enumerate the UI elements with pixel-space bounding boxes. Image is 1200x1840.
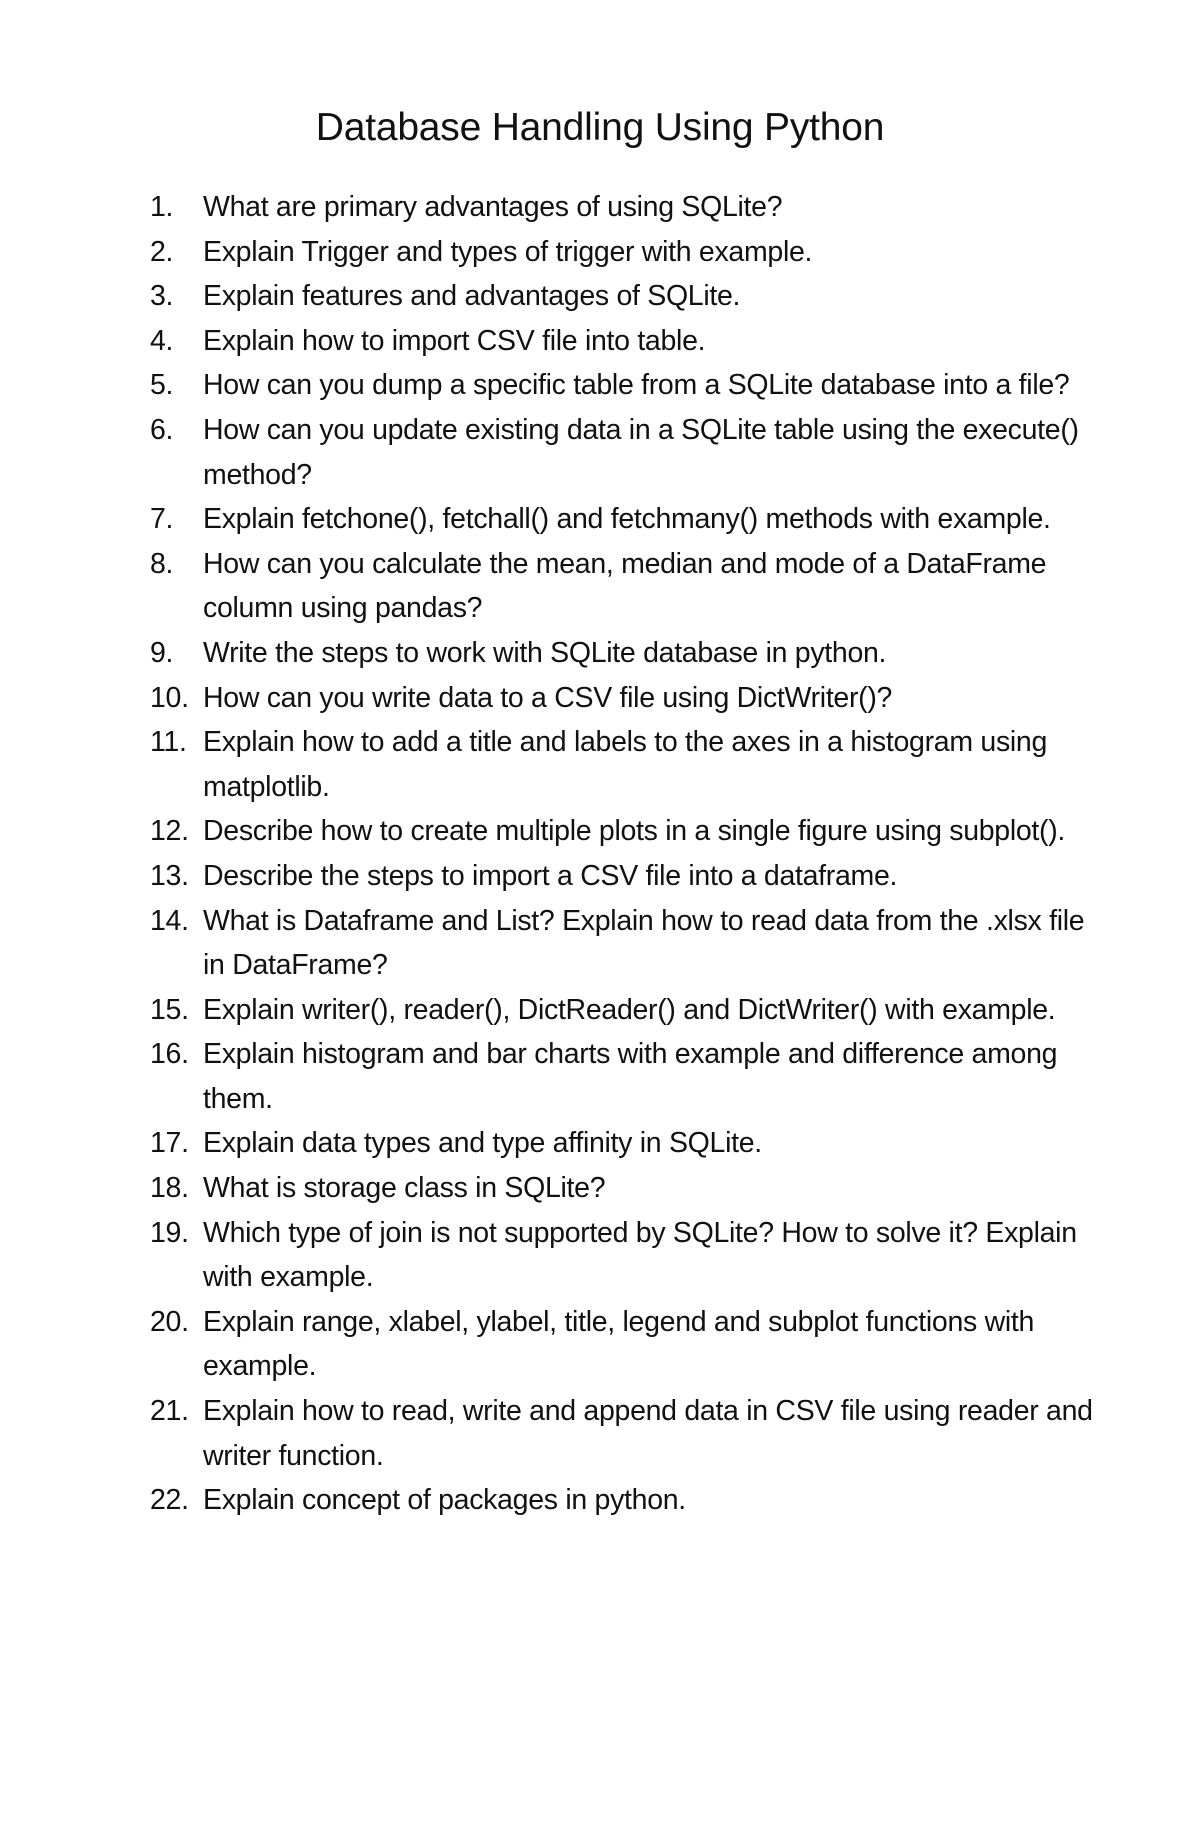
question-text: How can you calculate the mean, median and mode of a DataFrame column using pandas? [203, 547, 1047, 625]
question-number: 4. [150, 324, 174, 357]
question-number: 1. [150, 191, 174, 223]
question-item-17 [150, 1121, 1100, 1166]
question-number: 5. [150, 369, 174, 402]
question-text: How can you write data to a CSV file using DictWriter()? [203, 681, 893, 714]
question-text: Describe the steps to import a CSV file into a dataframe. [203, 859, 898, 892]
question-item-15 [150, 988, 1100, 1033]
question-number: 11. [150, 726, 187, 759]
question-number: 6. [150, 413, 174, 446]
question-number: 14. [150, 904, 189, 937]
question-number: 20. [150, 1305, 189, 1338]
question-item-3 [150, 274, 1100, 319]
question-item-12 [150, 809, 1100, 854]
question-number: 3. [150, 280, 174, 313]
question-text: What are primary advantages of using SQLite? [203, 191, 783, 223]
question-item-6 [150, 408, 1100, 497]
question-number: 17. [150, 1127, 189, 1160]
question-item-5 [150, 363, 1100, 408]
question-number: 15. [150, 993, 189, 1026]
question-text: Explain concept of packages in python. [203, 1484, 686, 1517]
question-item-10 [150, 676, 1100, 721]
question-item-11 [150, 720, 1100, 809]
question-item-9 [150, 631, 1100, 676]
question-item-19 [150, 1211, 1100, 1300]
question-number: 22. [150, 1484, 189, 1517]
question-item-22 [150, 1478, 1100, 1523]
question-number: 19. [150, 1216, 189, 1249]
question-item-4 [150, 319, 1100, 364]
question-list [150, 185, 1100, 1523]
question-number: 2. [150, 235, 174, 268]
question-item-7 [150, 497, 1100, 542]
question-text: How can you update existing data in a SQLite table using the execute() method? [203, 413, 1079, 491]
question-item-21 [150, 1389, 1100, 1478]
question-number: 18. [150, 1172, 189, 1205]
question-number: 12. [150, 815, 189, 848]
question-text: Explain writer(), reader(), DictReader() and DictWriter() with example. [203, 993, 1056, 1026]
question-item-16 [150, 1032, 1100, 1121]
question-text: Explain features and advantages of SQLite. [203, 280, 741, 313]
question-item-18 [150, 1166, 1100, 1211]
question-text: What is Dataframe and List? Explain how to read data from the .xlsx file in DataFrame? [203, 904, 1085, 982]
question-text: Which type of join is not supported by SQLite? How to solve it? Explain with example. [203, 1216, 1077, 1294]
question-item-13 [150, 854, 1100, 899]
question-item-20 [150, 1300, 1100, 1389]
question-item-14 [150, 899, 1100, 988]
question-text: Explain data types and type affinity in SQLite. [203, 1127, 762, 1160]
question-number: 16. [150, 1038, 189, 1071]
question-number: 7. [150, 503, 174, 536]
question-text: Explain how to read, write and append data in CSV file using reader and writer function. [203, 1395, 1093, 1472]
question-text: Explain how to add a title and labels to the axes in a histogram using matplotlib. [203, 726, 1048, 803]
question-text: Explain fetchone(), fetchall() and fetchmany() methods with example. [203, 503, 1051, 536]
question-text: Describe how to create multiple plots in a single figure using subplot(). [203, 815, 1066, 848]
question-text: Explain Trigger and types of trigger with example. [203, 235, 813, 268]
question-text: How can you dump a specific table from a SQLite database into a file? [203, 369, 1070, 402]
question-number: 13. [150, 859, 189, 892]
question-item-1 [150, 185, 1100, 230]
document-title: Database Handling Using Python [315, 106, 885, 149]
question-text: Explain how to import CSV file into table. [203, 324, 706, 357]
question-item-2 [150, 230, 1100, 275]
question-number: 8. [150, 547, 174, 580]
question-number: 10. [150, 681, 189, 714]
question-text: What is storage class in SQLite? [203, 1172, 606, 1205]
question-number: 9. [150, 636, 174, 669]
question-item-8 [150, 542, 1100, 631]
question-text: Explain range, xlabel, ylabel, title, legend and subplot functions with example. [203, 1305, 1035, 1383]
question-text: Write the steps to work with SQLite database in python. [203, 636, 887, 669]
question-number: 21. [150, 1395, 189, 1428]
question-text: Explain histogram and bar charts with example and difference among them. [203, 1038, 1058, 1115]
